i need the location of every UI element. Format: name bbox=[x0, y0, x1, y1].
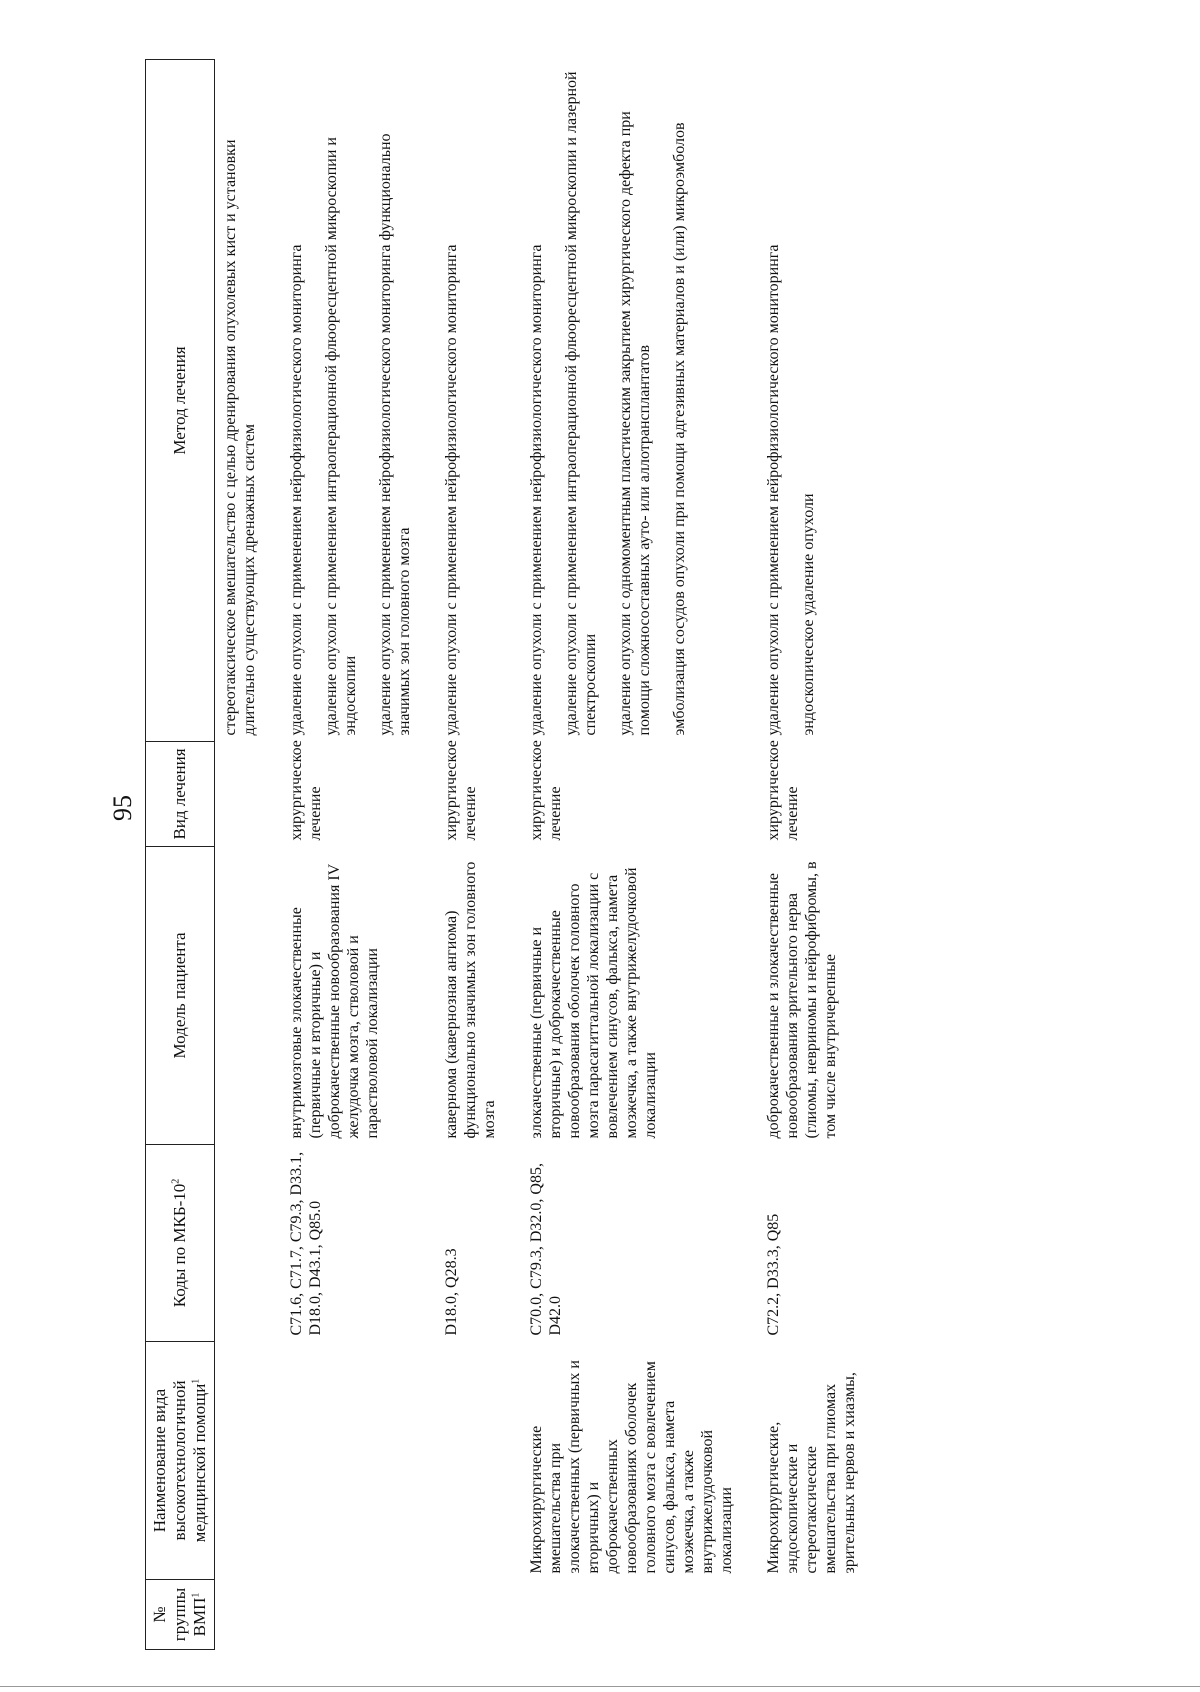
cell-name bbox=[215, 1342, 288, 1580]
table-row bbox=[215, 60, 288, 1650]
header-codes: Коды по МКБ-$10^2$ bbox=[146, 1145, 215, 1342]
table-row bbox=[287, 60, 442, 1650]
cell-codes: C71.6, C71.7, C79.3, D33.1, D18.0, D43.1, Q85.0 bbox=[288, 1151, 324, 1336]
method-item: эмболизация сосудов опухоли при помощи адгезивных материалов и (или) микроэмболов bbox=[671, 122, 688, 736]
cell-name bbox=[287, 1342, 442, 1580]
cell-method bbox=[764, 60, 887, 742]
method-item: удаление опухоли с применением нейрофизиологического мониторинга bbox=[765, 244, 782, 736]
table-row bbox=[527, 60, 764, 1650]
table-header-row bbox=[146, 60, 215, 1650]
cell-group-no bbox=[764, 1580, 887, 1650]
cell-group-no bbox=[287, 1580, 442, 1650]
cell-group-no bbox=[442, 1580, 527, 1650]
method-item: удаление опухоли с применением нейрофизиологического мониторинга bbox=[288, 244, 305, 736]
page-number: 95 bbox=[108, 795, 137, 821]
header-name: Наименование вида высокотехнологичной медицинской помощи$^1$ bbox=[146, 1342, 215, 1580]
cell-model: внутримозговые злокачественные (первичные и вторичные) и доброкачественные новообразования IV желудочка мозга, стволовой и парастволовой локализации bbox=[288, 864, 381, 1139]
table-row bbox=[764, 60, 887, 1650]
cell-method bbox=[442, 60, 527, 742]
header-model: Модель пациента bbox=[146, 847, 215, 1145]
cell-group-no bbox=[215, 1580, 288, 1650]
method-item: удаление опухоли с применением нейрофизиологического мониторинга bbox=[528, 244, 545, 736]
cell-codes: C72.2, D33.3, Q85 bbox=[765, 1213, 782, 1336]
cell-treatment: хирургическое лечение bbox=[765, 740, 801, 841]
cell-treatment: хирургическое лечение bbox=[288, 740, 324, 841]
method-item: удаление опухоли с применением нейрофизиологического мониторинга bbox=[443, 244, 460, 736]
rotated-table-container bbox=[145, 60, 1125, 1650]
method-item: стереотаксическое вмешательство с целью дренирования опухолевых кист и установки длительно существующих дренажных систем bbox=[222, 139, 258, 736]
cell-codes: D18.0, Q28.3 bbox=[443, 1248, 460, 1336]
cell-name: Микрохирургические вмешательства при злокачественных (первичных и вторичных) и доброкачественных новообразованиях оболочек головного мозга с вовлечением синусов, фалькса, намета мозжечка, а также внутрижелудочковой локализации bbox=[528, 1360, 735, 1574]
scan-edge-line bbox=[0, 1686, 1200, 1687]
header-method: Метод лечения bbox=[146, 60, 215, 742]
cell-method bbox=[215, 60, 288, 742]
cell-name: Микрохирургические, эндоскопические и стереотаксические вмешательства при глиомах зрительных нервов и хиазмы, bbox=[765, 1372, 858, 1574]
header-group-no: № группы ВМП$^1$ bbox=[146, 1580, 215, 1650]
cell-name bbox=[442, 1342, 527, 1580]
method-item: удаление опухоли с применением интраоперационной флюоресцентной микроскопии и эндоскопии bbox=[323, 137, 359, 736]
cell-codes bbox=[215, 1145, 288, 1342]
header-treatment: Вид лечения bbox=[146, 742, 215, 847]
method-item: удаление опухоли с одномоментным пластическим закрытием хирургического дефекта при помощи сложносоставных ауто- или аллотрансплантатов bbox=[617, 111, 653, 736]
table-row bbox=[442, 60, 527, 1650]
cell-method bbox=[527, 60, 764, 742]
table-body bbox=[215, 60, 888, 1650]
cell-group-no bbox=[527, 1580, 764, 1650]
cell-treatment: хирургическое лечение bbox=[528, 740, 564, 841]
method-item: удаление опухоли с применением интраоперационной флюоресцентной микроскопии и лазерной спектроскопии bbox=[563, 71, 599, 736]
method-item: удаление опухоли с применением нейрофизиологического мониторинга функционально значимых зон головного мозга bbox=[377, 133, 413, 736]
cell-model: кавернома (кавернозная ангиома) функционально значимых зон головного мозга bbox=[443, 861, 498, 1139]
method-item: эндоскопическое удаление опухоли bbox=[800, 493, 817, 736]
cell-treatment: хирургическое лечение bbox=[443, 740, 479, 841]
cell-treatment bbox=[215, 742, 288, 847]
vmp-table bbox=[145, 59, 887, 1650]
cell-method bbox=[287, 60, 442, 742]
cell-model bbox=[215, 847, 288, 1145]
cell-model: злокачественные (первичные и вторичные) и доброкачественные новообразования оболочек головного мозга парасагиттальной локализации с вовлечением синусов, фалькса, намета мозжечка, а также внутрижелудочковой локализации bbox=[528, 867, 659, 1139]
cell-model: доброкачественные и злокачественные новообразования зрительного нерва (глиомы, невриномы и нейрофибромы, в том числе внутричерепные bbox=[765, 861, 839, 1139]
cell-codes: C70.0, C79.3, D32.0, Q85, D42.0 bbox=[528, 1163, 564, 1336]
